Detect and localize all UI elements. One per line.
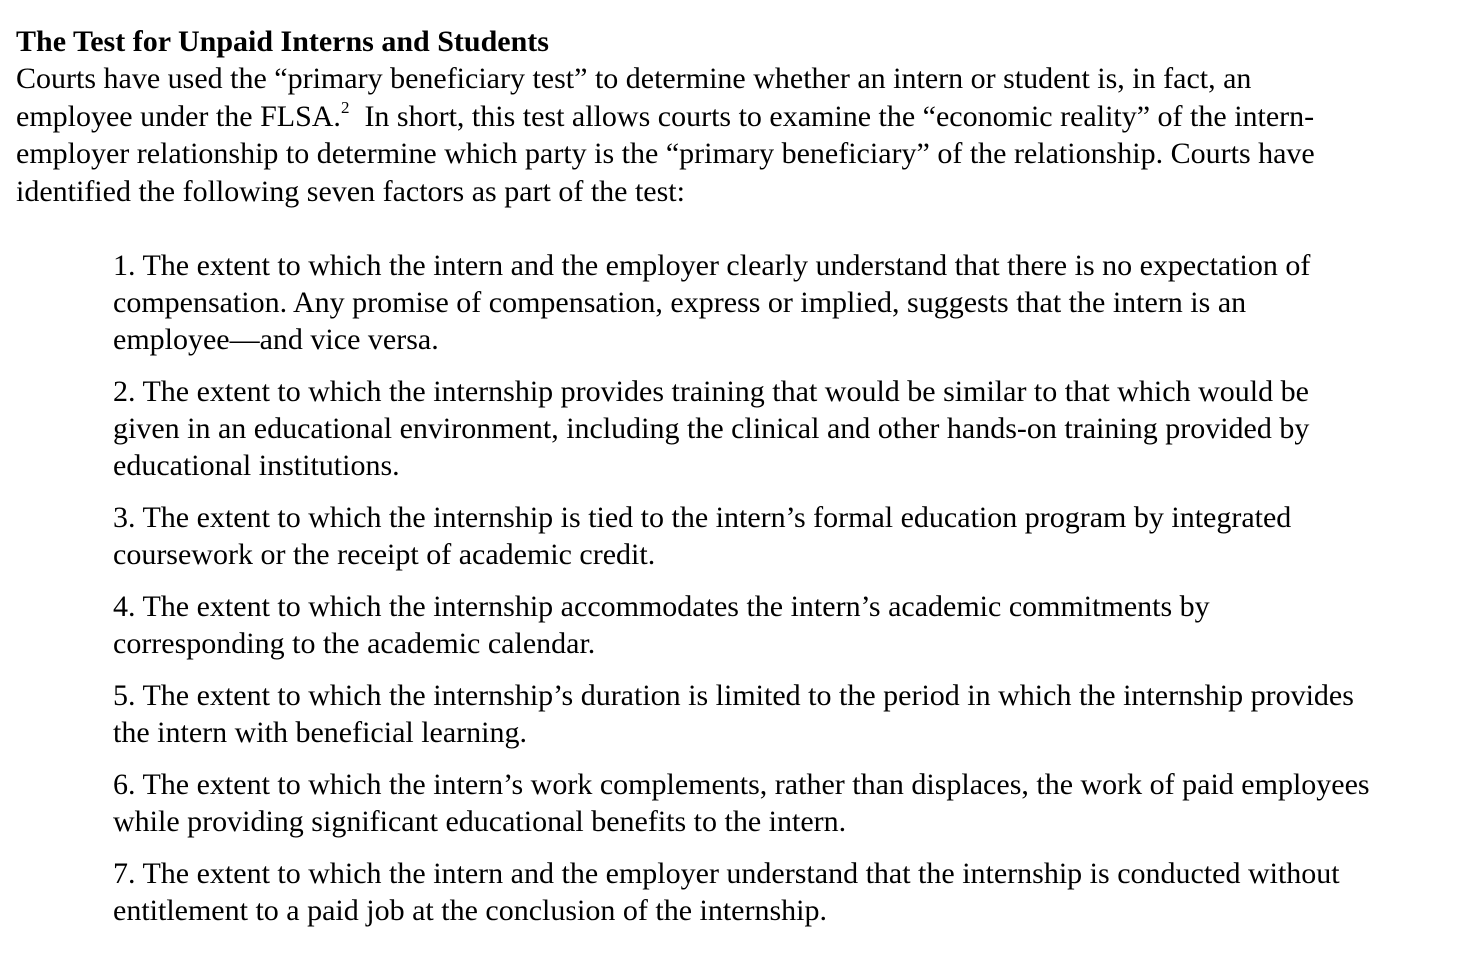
factor-item: [113, 247, 1481, 358]
intro-text: employee under the FLSA.: [16, 99, 341, 133]
factors-list: [16, 247, 1481, 929]
intro-line: employer relationship to determine which party is the “primary beneficiary” of the relationship. Courts have: [16, 137, 1315, 170]
intro-line: identified the following seven factors as part of the test:: [16, 174, 685, 208]
factor-item: [113, 499, 1481, 573]
factor-item: [113, 855, 1481, 929]
factor-item: [113, 373, 1481, 484]
footnote-reference[interactable]: 2: [340, 97, 350, 117]
factor-line: 6. The extent to which the intern’s work complements, rather than displaces, the work of paid employees: [113, 768, 1370, 801]
factor-line: educational institutions.: [113, 449, 400, 482]
factor-line: given in an educational environment, including the clinical and other hands-on training provided by: [113, 412, 1310, 445]
factor-line: entitlement to a paid job at the conclusion of the internship.: [113, 894, 827, 927]
intro-paragraph: [16, 60, 1456, 210]
factor-line: 4. The extent to which the internship accommodates the intern’s academic commitments by: [113, 590, 1210, 623]
section-heading: The Test for Unpaid Interns and Students: [16, 25, 549, 58]
factor-line: 2. The extent to which the internship provides training that would be similar to that which would be: [113, 375, 1309, 408]
factor-line: employee—and vice versa.: [113, 323, 439, 356]
factor-item: [113, 677, 1481, 751]
factor-line: coursework or the receipt of academic credit.: [113, 538, 656, 571]
factor-line: while providing significant educational benefits to the intern.: [113, 805, 847, 838]
factor-line: compensation. Any promise of compensation, express or implied, suggests that the intern is an: [113, 286, 1247, 319]
factor-line: 1. The extent to which the intern and the employer clearly understand that there is no expectation of: [113, 249, 1311, 282]
factor-line: the intern with beneficial learning.: [113, 716, 528, 749]
factor-line: 5. The extent to which the internship’s duration is limited to the period in which the internship provides: [113, 679, 1354, 712]
factor-item: [113, 588, 1481, 662]
factor-line: 7. The extent to which the intern and the employer understand that the internship is conducted without: [113, 857, 1340, 890]
factor-line: corresponding to the academic calendar.: [113, 627, 596, 660]
factor-item: [113, 766, 1481, 840]
intro-text: In short, this test allows courts to examine the “economic reality” of the intern-: [349, 99, 1315, 133]
intro-line-with-footnote: [16, 98, 1456, 136]
intro-line: Courts have used the “primary beneficiary test” to determine whether an intern or student is, in fact, an: [16, 62, 1252, 95]
factor-line: 3. The extent to which the internship is tied to the intern’s formal education program by integrated: [113, 501, 1292, 534]
